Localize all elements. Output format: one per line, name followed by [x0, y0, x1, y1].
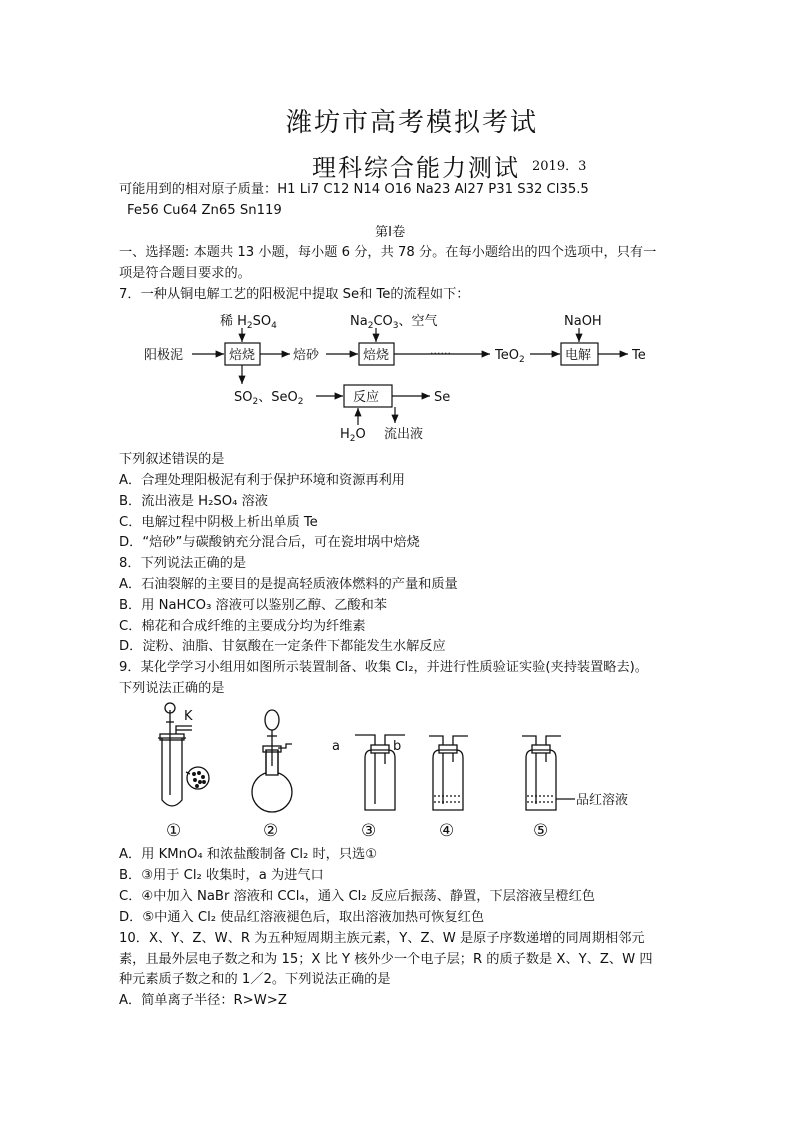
q7-flow-diagram [140, 305, 680, 450]
exam-subtitle: 理科综合能力测试 [312, 154, 520, 182]
label-n2: ② [263, 821, 279, 841]
q9-option-c: C．④中加入 NaBr 溶液和 CCl₄，通入 Cl₂ 反应后振荡、静置，下层溶液呈橙红色 [119, 889, 595, 904]
label-b: b [393, 739, 402, 754]
section-label: 第Ⅰ卷 [375, 225, 406, 240]
label-k: K [184, 709, 193, 724]
q7-option-c: C．电解过程中阴极上析出单质 Te [119, 515, 318, 530]
exam-date: 2019．3 [532, 159, 587, 174]
q8-stem: 8．下列说法正确的是 [119, 556, 247, 571]
q7-stem: 7．一种从铜电解工艺的阳极泥中提取 Se和 Te的流程如下： [119, 287, 470, 302]
q10-stem-1: 10．X、Y、Z、W、R 为五种短周期主族元素，Y、Z、W 是原子序数递增的同周期相邻元 [119, 931, 645, 946]
q9-option-a: A．用 KMnO₄ 和浓盐酸制备 Cl₂ 时，只选① [119, 847, 378, 862]
section-instruction-2: 项是符合题目要求的。 [119, 266, 251, 281]
flow-anode-mud: 阳极泥 [144, 348, 184, 363]
atomic-mass-line-1: 可能用到的相对原子质量：H1 Li7 C12 N14 O16 Na23 Al27 P31 S32 Cl35.5 [119, 182, 589, 197]
q10-option-a: A．简单离子半径：R>W>Z [119, 993, 287, 1008]
flow-so2-seo2: $SO_2$、SeO$_2$ [234, 390, 304, 407]
q10-stem-3: 种元素质子数之和的 1／2。下列说法正确的是 [119, 972, 391, 987]
q9-stem-2: 下列说法正确的是 [119, 681, 225, 696]
flow-h2o: $H_2O$ [340, 427, 366, 444]
q9-option-b: B．③用于 Cl₂ 收集时，a 为进气口 [119, 868, 324, 883]
label-n5: ⑤ [533, 821, 549, 841]
q8-option-c: C．棉花和合成纤维的主要成分均为纤维素 [119, 619, 366, 634]
flow-roast-1: 焙烧 [229, 348, 256, 363]
label-pinhong: 品红溶液 [576, 793, 629, 808]
q7-ask: 下列叙述错误的是 [119, 452, 225, 467]
atomic-mass-line-2: Fe56 Cu64 Zn65 Sn119 [127, 203, 282, 218]
flow-se: Se [434, 390, 451, 405]
flow-effluent: 流出液 [384, 427, 424, 442]
q10-stem-2: 素，且最外层电子数之和为 15；X 比 Y 核外少一个电子层；R 的质子数是 X、Y、Z、W 四 [119, 952, 653, 967]
label-n4: ④ [439, 821, 455, 841]
flow-te: Te [632, 348, 646, 363]
label-n1: ① [166, 821, 182, 841]
q9-apparatus-figure [150, 700, 660, 842]
flow-teo2: TeO$_2$ [495, 348, 525, 365]
apparatus-2 [252, 710, 292, 812]
apparatus-4 [429, 736, 468, 810]
flow-calcine: 焙砂 [293, 348, 320, 363]
flow-dilute-h2so4: 稀 $H_2SO_4$ [220, 314, 277, 331]
flow-naoh: NaOH [564, 314, 602, 329]
exam-title: 潍坊市高考模拟考试 [286, 108, 539, 138]
q8-option-a: A．石油裂解的主要目的是提高轻质液体燃料的产量和质量 [119, 577, 458, 592]
flow-electrolysis: 电解 [565, 348, 592, 363]
section-instruction-1: 一、选择题: 本题共 13 小题，每小题 6 分，共 78 分。在每小题给出的四个选项中，只有一 [119, 245, 657, 260]
q8-option-d: D．淀粉、油脂、甘氨酸在一定条件下都能发生水解反应 [119, 639, 446, 654]
flow-reaction: 反应 [353, 390, 380, 405]
q7-option-d: D．“焙砂”与碳酸钠充分混合后，可在瓷坩埚中焙烧 [119, 535, 420, 550]
q7-option-a: A．合理处理阳极泥有利于保护环境和资源再利用 [119, 473, 405, 488]
flow-na2co3-air: $Na_2CO_3$、空气 [350, 314, 438, 331]
flow-roast-2: 焙烧 [363, 348, 390, 363]
label-a: a [332, 739, 340, 754]
flow-dots: ······ [430, 347, 451, 360]
q7-option-b: B．流出液是 H₂SO₄ 溶液 [119, 494, 268, 509]
q9-stem-1: 9．某化学学习小组用如图所示装置制备、收集 Cl₂，并进行性质验证实验(夹持装置略去)。 [119, 660, 648, 675]
apparatus-5 [522, 736, 575, 810]
q9-option-d: D．⑤中通入 Cl₂ 使品红溶液褪色后，取出溶液加热可恢复红色 [119, 910, 485, 925]
q8-option-b: B．用 NaHCO₃ 溶液可以鉴别乙醇、乙酸和苯 [119, 598, 387, 613]
label-n3: ③ [361, 821, 377, 841]
